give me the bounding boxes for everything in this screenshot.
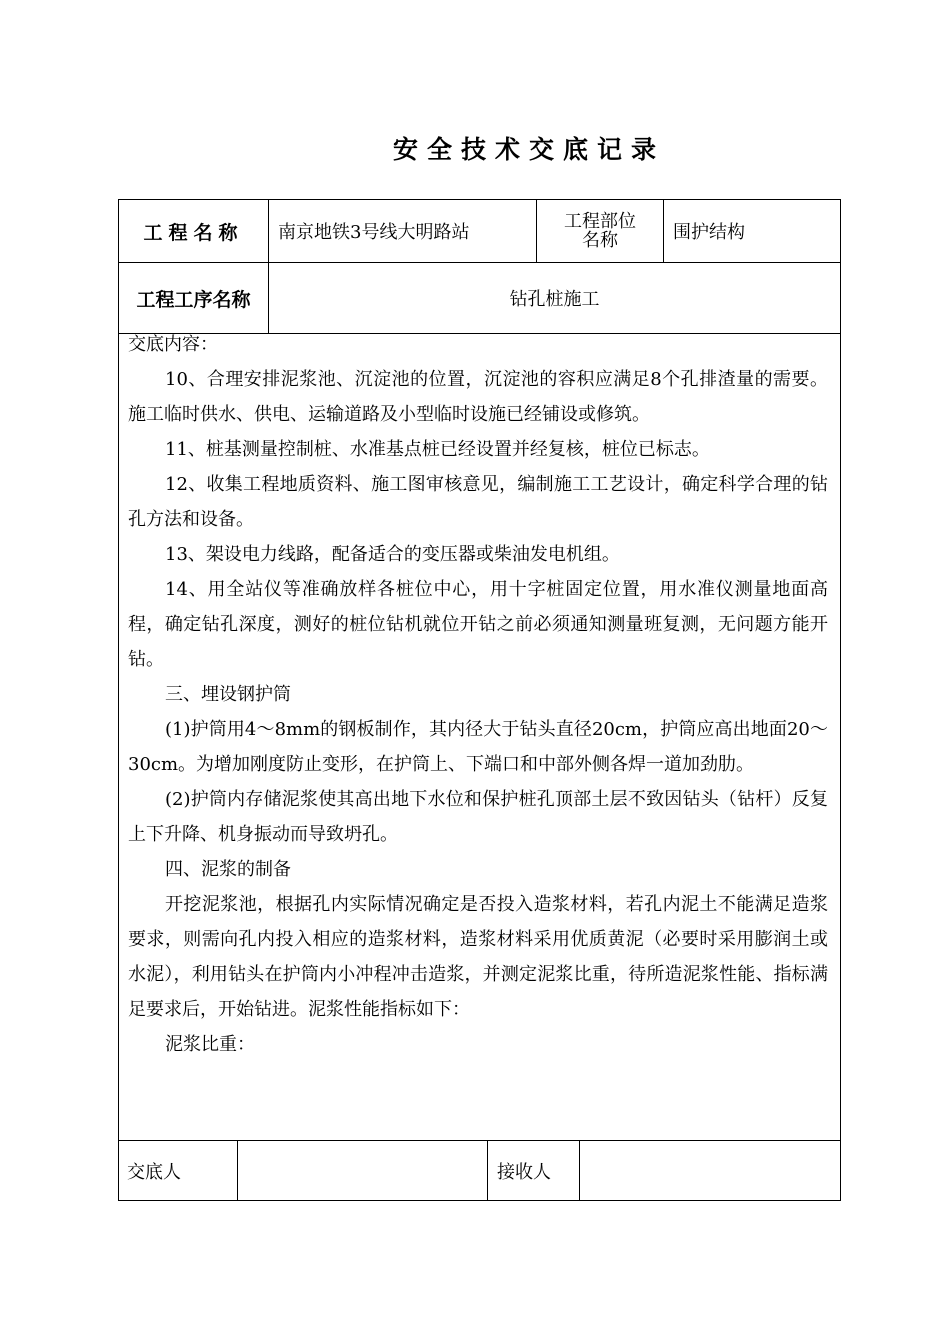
section-heading: 四、泥浆的制备 — [165, 859, 291, 880]
col-divider-footer-2 — [487, 1140, 488, 1201]
content-paragraph: 11、桩基测量控制桩、水准基点桩已经设置并经复核，桩位已标志。 — [165, 439, 710, 460]
process-name-value: 钻孔桩施工 — [509, 289, 600, 310]
content-paragraph: 13、架设电力线路，配备适合的变压器或柴油发电机组。 — [165, 544, 620, 565]
project-name-value: 南京地铁3号线大明路站 — [278, 222, 470, 243]
content-paragraph: 泥浆比重： — [165, 1034, 255, 1055]
project-name-label: 工程名称 — [143, 221, 244, 244]
document-title: 安全技术交底记录 — [392, 135, 665, 164]
receiver-field[interactable] — [580, 1141, 840, 1201]
content-paragraph: 10、合理安排泥浆池、沉淀池的位置，沉淀池的容积应满足8个孔排渣量的需要。施工临时供水、供电、运输道路及小型临时设施已经铺设或修筑。 — [128, 369, 828, 425]
discloser-label: 交底人 — [127, 1162, 181, 1183]
project-part-label-line1: 工程部位 — [564, 211, 636, 232]
disclosure-content — [128, 334, 828, 1062]
col-divider-header-3 — [663, 199, 664, 262]
content-paragraph: (2)护筒内存储泥浆使其高出地下水位和保护桩孔顶部土层不致因钻头（钻杆）反复上下升降、机身振动而导致坍孔。 — [128, 789, 828, 845]
content-paragraph: (1)护筒用4～8mm的钢板制作，其内径大于钻头直径20cm，护筒应高出地面20～30cm。为增加刚度防止变形，在护筒上、下端口和中部外侧各焊一道加劲肋。 — [128, 719, 828, 775]
project-part-value: 围护结构 — [673, 222, 745, 243]
process-name-label: 工程工序名称 — [136, 288, 251, 311]
content-lead-label: 交底内容： — [128, 334, 218, 355]
content-paragraph: 14、用全站仪等准确放样各桩位中心，用十字桩固定位置，用水准仪测量地面高程，确定钻孔深度，测好的桩位钻机就位开钻之前必须通知测量班复测，无问题方能开钻。 — [128, 579, 828, 670]
receiver-label: 接收人 — [497, 1162, 551, 1183]
section-heading: 三、埋设钢护筒 — [165, 684, 291, 705]
project-part-label — [537, 200, 663, 262]
discloser-field[interactable] — [238, 1141, 487, 1201]
content-paragraph: 开挖泥浆池，根据孔内实际情况确定是否投入造浆材料，若孔内泥土不能满足造浆要求，则需向孔内投入相应的造浆材料，造浆材料采用优质黄泥（必要时采用膨润土或水泥），利用钻头在护筒内小冲程冲击造浆，并测定泥浆比重，待所造泥浆性能、指标满足要求后，开始钻进。泥浆性能指标如下： — [128, 894, 828, 1020]
project-part-label-line2: 名称 — [582, 230, 618, 251]
content-paragraph: 12、收集工程地质资料、施工图审核意见，编制施工工艺设计，确定科学合理的钻孔方法和设备。 — [128, 474, 828, 530]
